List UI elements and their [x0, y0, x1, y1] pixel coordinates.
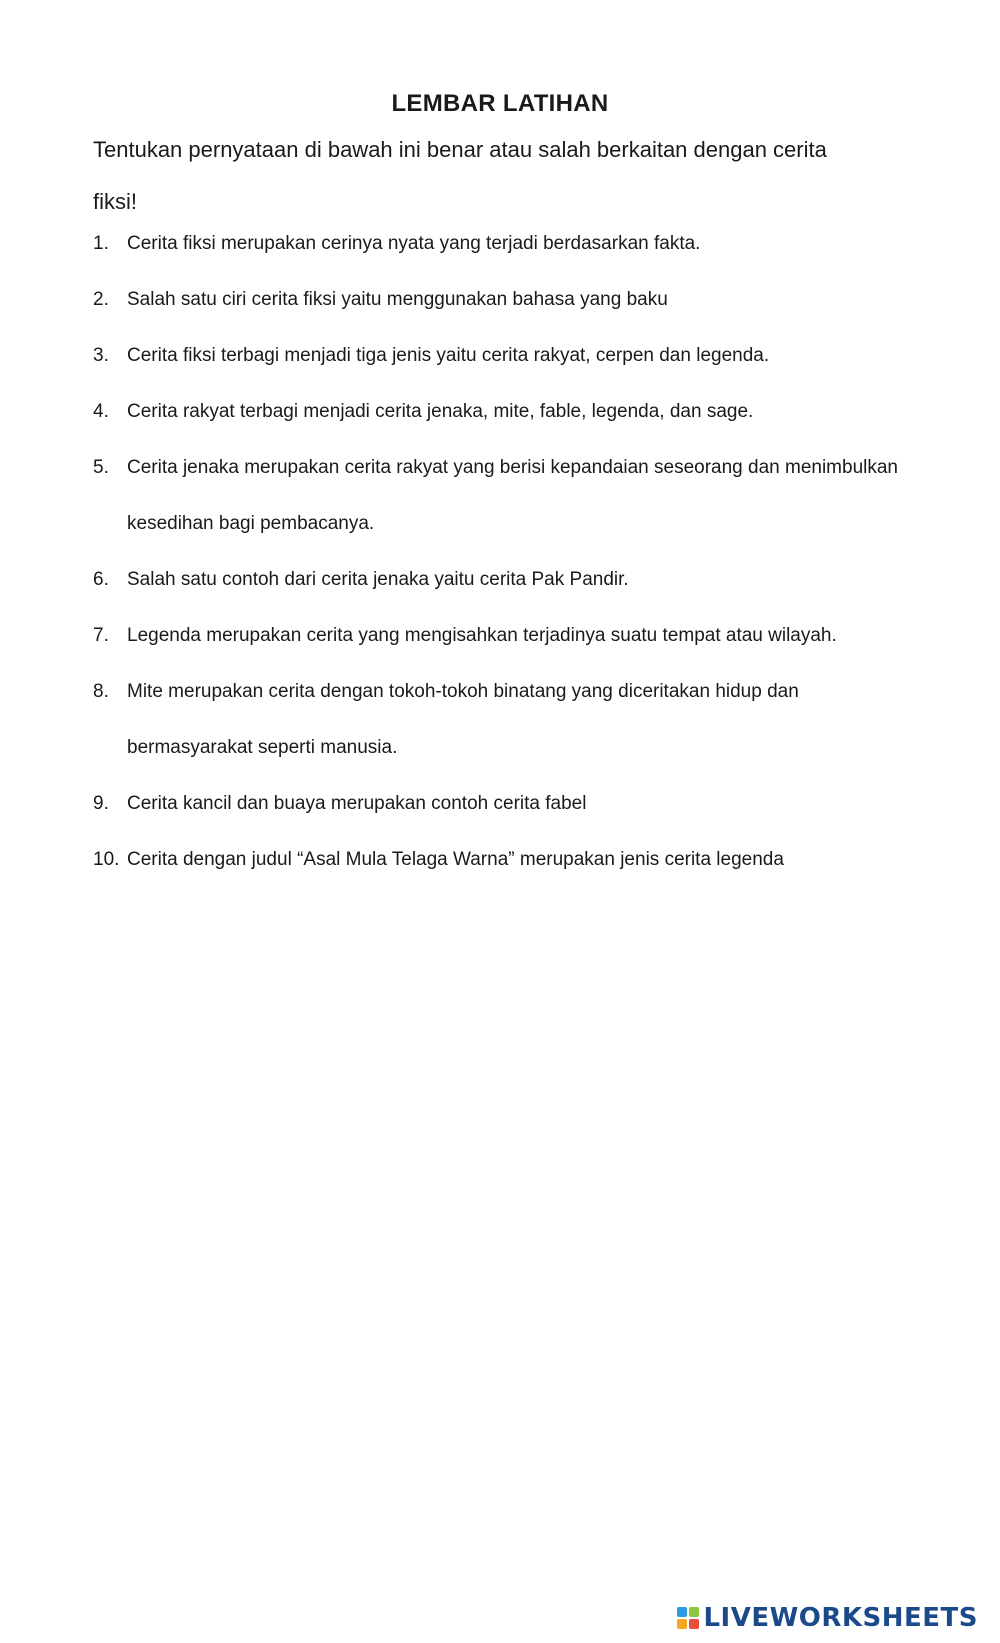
question-text: Cerita kancil dan buaya merupakan contoh cerita fabel — [127, 793, 587, 814]
liveworksheets-logo — [677, 1603, 978, 1633]
question-text: Salah satu contoh dari cerita jenaka yaitu cerita Pak Pandir. — [127, 569, 629, 590]
question-item — [93, 328, 913, 384]
question-text: Legenda merupakan cerita yang mengisahkan terjadinya suatu tempat atau wilayah. — [127, 625, 837, 646]
question-text: Cerita fiksi terbagi menjadi tiga jenis yaitu cerita rakyat, cerpen dan legenda. — [127, 345, 770, 366]
liveworksheets-mark-icon — [677, 1607, 699, 1629]
question-number: 5. — [93, 457, 109, 478]
question-text: Cerita jenaka merupakan cerita rakyat yang berisi kepandaian seseorang dan menimbulkan kesedihan bagi pembacanya. — [127, 457, 899, 534]
question-item — [93, 608, 913, 664]
question-text: Salah satu ciri cerita fiksi yaitu menggunakan bahasa yang baku — [127, 289, 668, 310]
instruction-text: Tentukan pernyataan di bawah ini benar atau salah berkaitan dengan cerita fiksi! — [93, 137, 827, 214]
question-text: Mite merupakan cerita dengan tokoh-tokoh binatang yang diceritakan hidup dan bermasyarakat seperti manusia. — [127, 681, 799, 758]
logo-square-icon — [677, 1607, 687, 1617]
question-text: Cerita dengan judul “Asal Mula Telaga Warna” merupakan jenis cerita legenda — [127, 849, 784, 870]
question-item — [93, 216, 913, 272]
question-number: 7. — [93, 625, 109, 646]
question-number: 3. — [93, 345, 109, 366]
logo-square-icon — [689, 1607, 699, 1617]
question-item — [93, 440, 913, 552]
logo-square-icon — [689, 1619, 699, 1629]
question-list — [93, 216, 913, 888]
question-item — [93, 272, 913, 328]
question-item — [93, 664, 913, 776]
question-number: 1. — [93, 233, 109, 254]
question-item — [93, 552, 913, 608]
logo-text: LIVEWORKSHEETS — [703, 1603, 978, 1633]
question-number: 6. — [93, 569, 109, 590]
question-item — [93, 384, 913, 440]
question-number: 10. — [93, 849, 120, 870]
question-number: 4. — [93, 401, 109, 422]
page-title: LEMBAR LATIHAN — [391, 90, 609, 117]
question-number: 8. — [93, 681, 109, 702]
question-item — [93, 776, 913, 832]
question-number: 9. — [93, 793, 109, 814]
question-number: 2. — [93, 289, 109, 310]
logo-square-icon — [677, 1619, 687, 1629]
question-text: Cerita rakyat terbagi menjadi cerita jenaka, mite, fable, legenda, dan sage. — [127, 401, 754, 422]
question-item — [93, 832, 913, 888]
question-text: Cerita fiksi merupakan cerinya nyata yang terjadi berdasarkan fakta. — [127, 233, 701, 254]
